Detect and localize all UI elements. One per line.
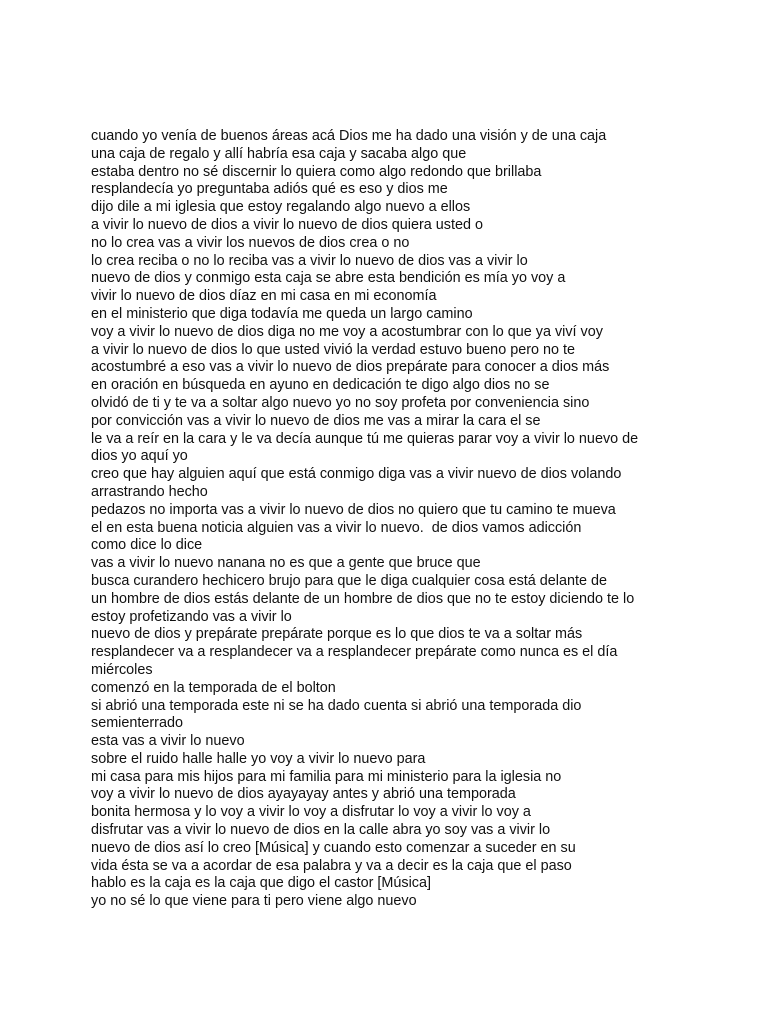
text-line: si abrió una temporada este ni se ha dado cuenta si abrió una temporada dio xyxy=(91,697,582,714)
text-line: lo crea reciba o no lo reciba vas a vivir lo nuevo de dios vas a vivir lo xyxy=(91,252,528,269)
text-line: estoy profetizando vas a vivir lo xyxy=(91,608,292,625)
text-line: disfrutar vas a vivir lo nuevo de dios en la calle abra yo soy vas a vivir lo xyxy=(91,822,551,839)
text-line: a vivir lo nuevo de dios a vivir lo nuevo de dios quiera usted o xyxy=(91,216,483,233)
text-line: nuevo de dios así lo creo [Música] y cuando esto comenzar a suceder en su xyxy=(91,839,576,856)
transcript-text xyxy=(91,128,681,911)
text-line: el en esta buena noticia alguien vas a vivir lo nuevo. de dios vamos adicción xyxy=(91,519,582,536)
text-line: miércoles xyxy=(91,661,153,678)
text-line: arrastrando hecho xyxy=(91,483,208,500)
text-line: mi casa para mis hijos para mi familia para mi ministerio para la iglesia no xyxy=(91,768,562,785)
text-line: creo que hay alguien aquí que está conmigo diga vas a vivir nuevo de dios volando xyxy=(91,466,622,483)
text-line: dios yo aquí yo xyxy=(91,448,188,465)
text-line: esta vas a vivir lo nuevo xyxy=(91,733,245,750)
text-line: semienterrado xyxy=(91,715,183,732)
text-line: estaba dentro no sé discernir lo quiera como algo redondo que brillaba xyxy=(91,163,542,180)
text-line: por convicción vas a vivir lo nuevo de dios me vas a mirar la cara el se xyxy=(91,412,541,429)
text-line: no lo crea vas a vivir los nuevos de dios crea o no xyxy=(91,234,410,251)
text-line: resplandecía yo preguntaba adiós qué es eso y dios me xyxy=(91,181,448,198)
text-line: le va a reír en la cara y le va decía aunque tú me quieras parar voy a vivir lo nuevo de xyxy=(91,430,639,447)
text-line: hablo es la caja es la caja que digo el castor [Música] xyxy=(91,875,431,892)
text-line: como dice lo dice xyxy=(91,537,203,554)
text-line: en el ministerio que diga todavía me queda un largo camino xyxy=(91,305,473,322)
text-line: vida ésta se va a acordar de esa palabra y va a decir es la caja que el paso xyxy=(91,857,572,874)
text-line: bonita hermosa y lo voy a vivir lo voy a disfrutar lo voy a vivir lo voy a xyxy=(91,804,531,821)
text-line: acostumbré a eso vas a vivir lo nuevo de dios prepárate para conocer a dios más xyxy=(91,359,610,376)
text-line: vas a vivir lo nuevo nanana no es que a gente que bruce que xyxy=(91,555,481,572)
text-line: dijo dile a mi iglesia que estoy regalando algo nuevo a ellos xyxy=(91,199,471,216)
text-line: pedazos no importa vas a vivir lo nuevo de dios no quiero que tu camino te mueva xyxy=(91,501,616,518)
text-line: voy a vivir lo nuevo de dios ayayayay antes y abrió una temporada xyxy=(91,786,516,803)
text-line: comenzó en la temporada de el bolton xyxy=(91,679,336,696)
text-line: un hombre de dios estás delante de un hombre de dios que no te estoy diciendo te lo xyxy=(91,590,635,607)
text-line: sobre el ruido halle halle yo voy a vivir lo nuevo para xyxy=(91,750,426,767)
text-line: una caja de regalo y allí habría esa caja y sacaba algo que xyxy=(91,145,467,162)
text-line: cuando yo venía de buenos áreas acá Dios me ha dado una visión y de una caja xyxy=(91,128,607,144)
text-line: busca curandero hechicero brujo para que le diga cualquier cosa está delante de xyxy=(91,572,608,589)
text-line: a vivir lo nuevo de dios lo que usted vivió la verdad estuvo bueno pero no te xyxy=(91,341,575,358)
text-line: resplandecer va a resplandecer va a resplandecer prepárate como nunca es el día xyxy=(91,644,618,661)
text-line: en oración en búsqueda en ayuno en dedicación te digo algo dios no se xyxy=(91,377,550,394)
text-line: vivir lo nuevo de dios díaz en mi casa en mi economía xyxy=(91,288,437,305)
text-line: nuevo de dios y conmigo esta caja se abre esta bendición es mía yo voy a xyxy=(91,270,566,287)
text-line: nuevo de dios y prepárate prepárate porque es lo que dios te va a soltar más xyxy=(91,626,583,643)
text-line: yo no sé lo que viene para ti pero viene algo nuevo xyxy=(91,893,417,910)
text-line: voy a vivir lo nuevo de dios diga no me voy a acostumbrar con lo que ya viví voy xyxy=(91,323,603,340)
text-line: olvidó de ti y te va a soltar algo nuevo yo no soy profeta por conveniencia sino xyxy=(91,394,590,411)
